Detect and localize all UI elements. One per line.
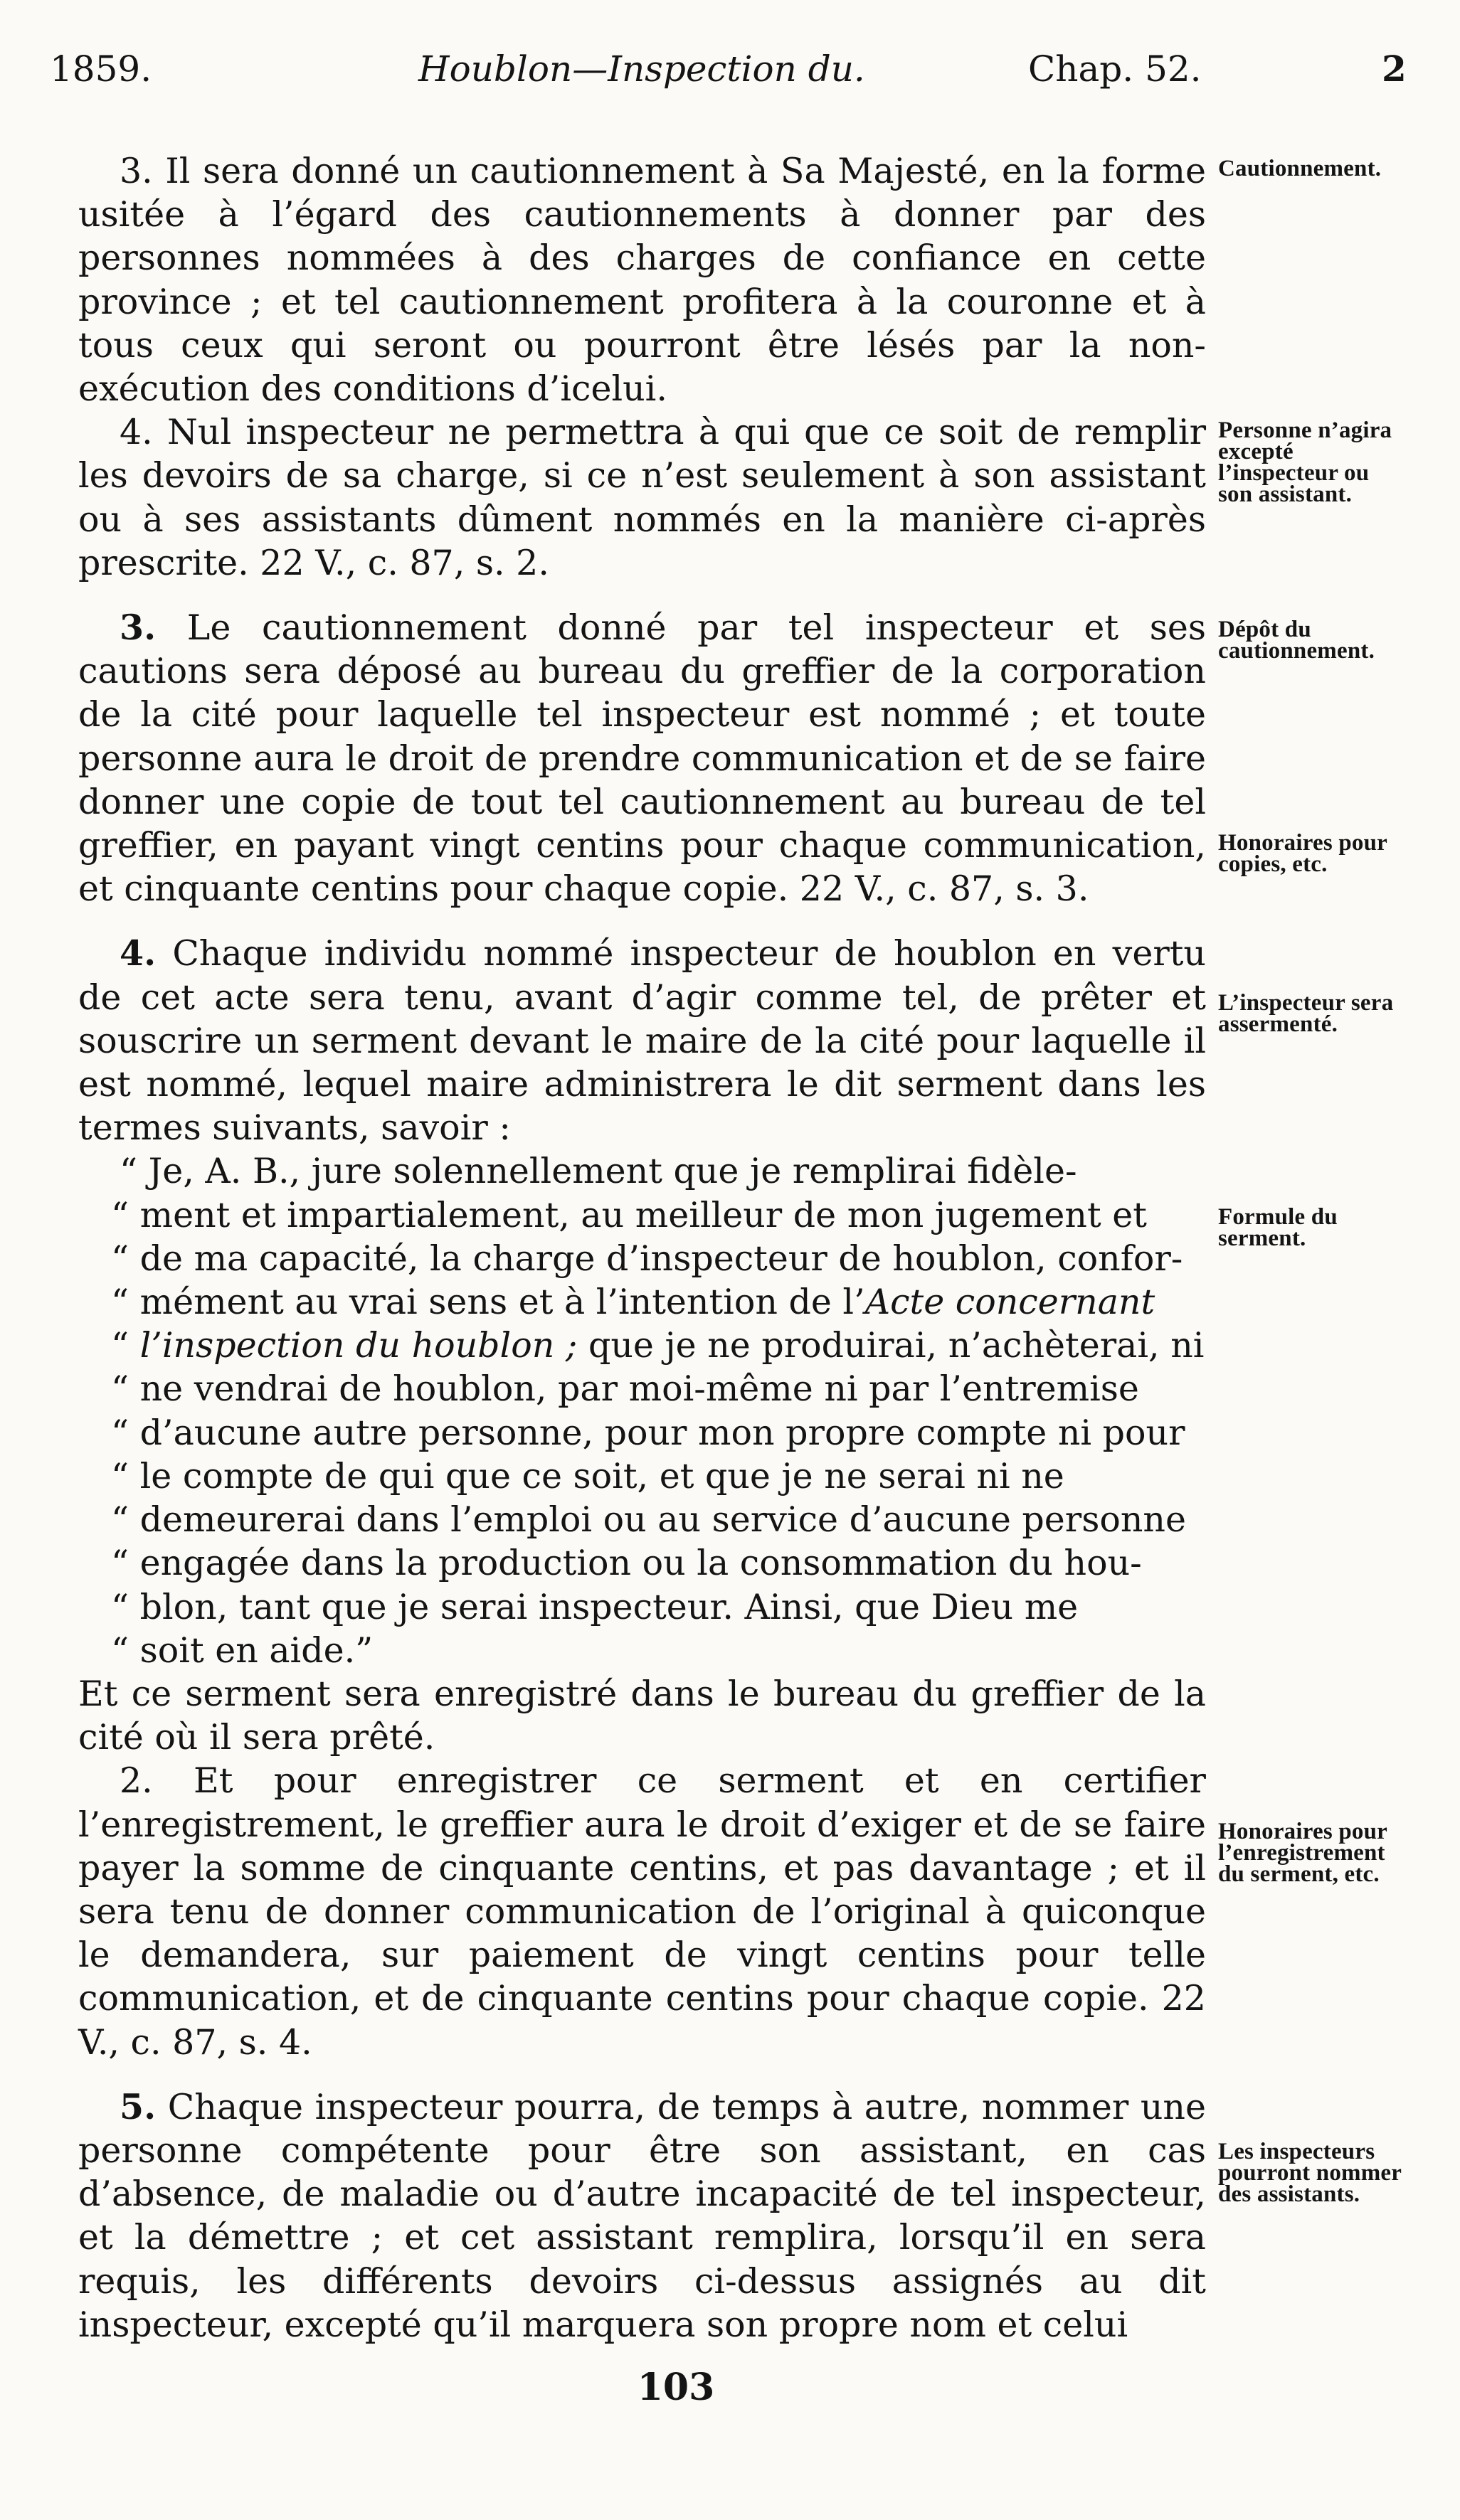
oath-line-text: “ mément au vrai sens et à l’intention de l’ (111, 1282, 865, 1323)
oath-line-text: que je ne produirai, n’achèterai, ni (577, 1325, 1205, 1366)
main-text (78, 149, 1206, 2346)
header-page-ref: 2 (1382, 48, 1407, 90)
oath-line: “ Je, A. B., jure solennellement que je remplirai fidèle- (120, 1151, 1077, 1192)
section-3 (78, 606, 1206, 910)
section-3-text: Le cautionnement donné par tel inspecteur et ses cautions sera déposé au bureau du greffier de la corporation de la cité pour laquelle tel inspecteur est nommé ; et toute personne aura le droit de prendre communication et de se faire donner une copie de tout tel cautionnement au bureau de tel greffier, en payant vingt centins pour chaque communication, et cinquante centins pour chaque copie. 22 V., c. 87, s. 3. (78, 607, 1206, 910)
header-title: Houblon—Inspection du. (418, 48, 865, 90)
margin-note-depot: Dépôt du cautionnement. (1218, 617, 1375, 664)
header-year: 1859. (50, 48, 152, 90)
oath-line: “ ne vendrai de houblon, par moi-même ni par l’entremise (111, 1368, 1139, 1410)
section-5-number: 5. (120, 2085, 157, 2127)
margin-note-assistants: Les inspecteurs pourront nommer des assistants. (1218, 2139, 1402, 2207)
margin-note-personne: Personne n’agira excepté l’inspecteur ou son assistant. (1218, 418, 1392, 507)
section-5-text: Chaque inspecteur pourra, de temps à autre, nommer une personne compétente pour être son assistant, en cas d’absence, de maladie ou d’autre incapacité de tel inspecteur, et la démettre ; et cet assistant remplira, lorsqu’il en sera requis, les différents devoirs ci-dessus assignés au dit inspecteur, excepté qu’il marquera son propre nom et celui (78, 2086, 1206, 2345)
section-5 (78, 2085, 1206, 2346)
oath-line: “ de ma capacité, la charge d’inspecteur de houblon, confor- (111, 1238, 1183, 1279)
oath-line (78, 1324, 1206, 1367)
oath-line: “ d’aucune autre personne, pour mon propre compte ni pour (111, 1412, 1185, 1453)
oath-registration: Et ce serment sera enregistré dans le bureau du greffier de la cité où il sera prêté. (78, 1673, 1206, 1758)
oath-line: “ ment et impartialement, au meilleur de mon jugement et (111, 1194, 1147, 1235)
oath-act-title-2: l’inspection du houblon ; (139, 1325, 578, 1366)
paragraph-4: 4. Nul inspecteur ne permettra à qui que ce soit de remplir les devoirs de sa charge, si ce n’est seulement à son assistant ou à ses assistants dûment nommés en la manière ci-après prescrite. 22 V., c. 87, s. 2. (78, 412, 1206, 583)
oath-line: “ le compte de qui que ce soit, et que je ne serai ni ne (111, 1455, 1064, 1496)
margin-note-formule: Formule du serment. (1218, 1204, 1338, 1251)
oath-act-title-1: Acte concernant (864, 1282, 1155, 1323)
oath-block (78, 1149, 1206, 1671)
section-4-number: 4. (120, 932, 157, 974)
oath-line: “ demeurerai dans l’emploi ou au service d’aucune personne (111, 1499, 1186, 1541)
section-3-number: 3. (120, 607, 157, 649)
header-chapter: Chap. 52. (1028, 48, 1202, 90)
section-4-subsection-2: 2. Et pour enregistrer ce serment et en certifier l’enregistrement, le greffier aura le droit d’exiger et de se faire payer la somme de cinquante centins, et pas davantage ; et il sera tenu de donner communication de l’original à quiconque le demandera, sur paiement de vingt centins pour telle communication, et de cinquante centins pour chaque copie. 22 V., c. 87, s. 4. (78, 1760, 1206, 2063)
section-4 (78, 932, 1206, 1149)
margin-note-honoraires-copies: Honoraires pour copies, etc. (1218, 830, 1387, 877)
margin-note-honoraires-serment: Honoraires pour l’enregistrement du serment, etc. (1218, 1819, 1387, 1887)
oath-line: “ blon, tant que je serai inspecteur. Ainsi, que Dieu me (111, 1586, 1079, 1627)
oath-line: “ engagée dans la production ou la consommation du hou- (111, 1543, 1142, 1584)
oath-line-text: “ (111, 1325, 140, 1366)
margin-note-cautionnement: Cautionnement. (1218, 156, 1382, 181)
page-number: 103 (637, 2366, 715, 2409)
paragraph-3: 3. Il sera donné un cautionnement à Sa Majesté, en la forme usitée à l’égard des cautionnements à donner par des personnes nommées à des charges de confiance en cette province ; et tel cautionnement profitera à la couronne et à tous ceux qui seront ou pourront être lésés par la non-exécution des conditions d’icelui. (78, 151, 1206, 410)
section-4-text: Chaque individu nommé inspecteur de houblon en vertu de cet acte sera tenu, avant d’agir comme tel, de prêter et souscrire un serment devant le maire de la cité pour laquelle il est nommé, lequel maire administrera le dit serment dans les termes suivants, savoir : (78, 933, 1206, 1149)
oath-line: “ soit en aide.” (111, 1630, 374, 1671)
margin-note-inspecteur-assermente: L’inspecteur sera assermenté. (1218, 990, 1394, 1037)
oath-line (78, 1280, 1206, 1324)
